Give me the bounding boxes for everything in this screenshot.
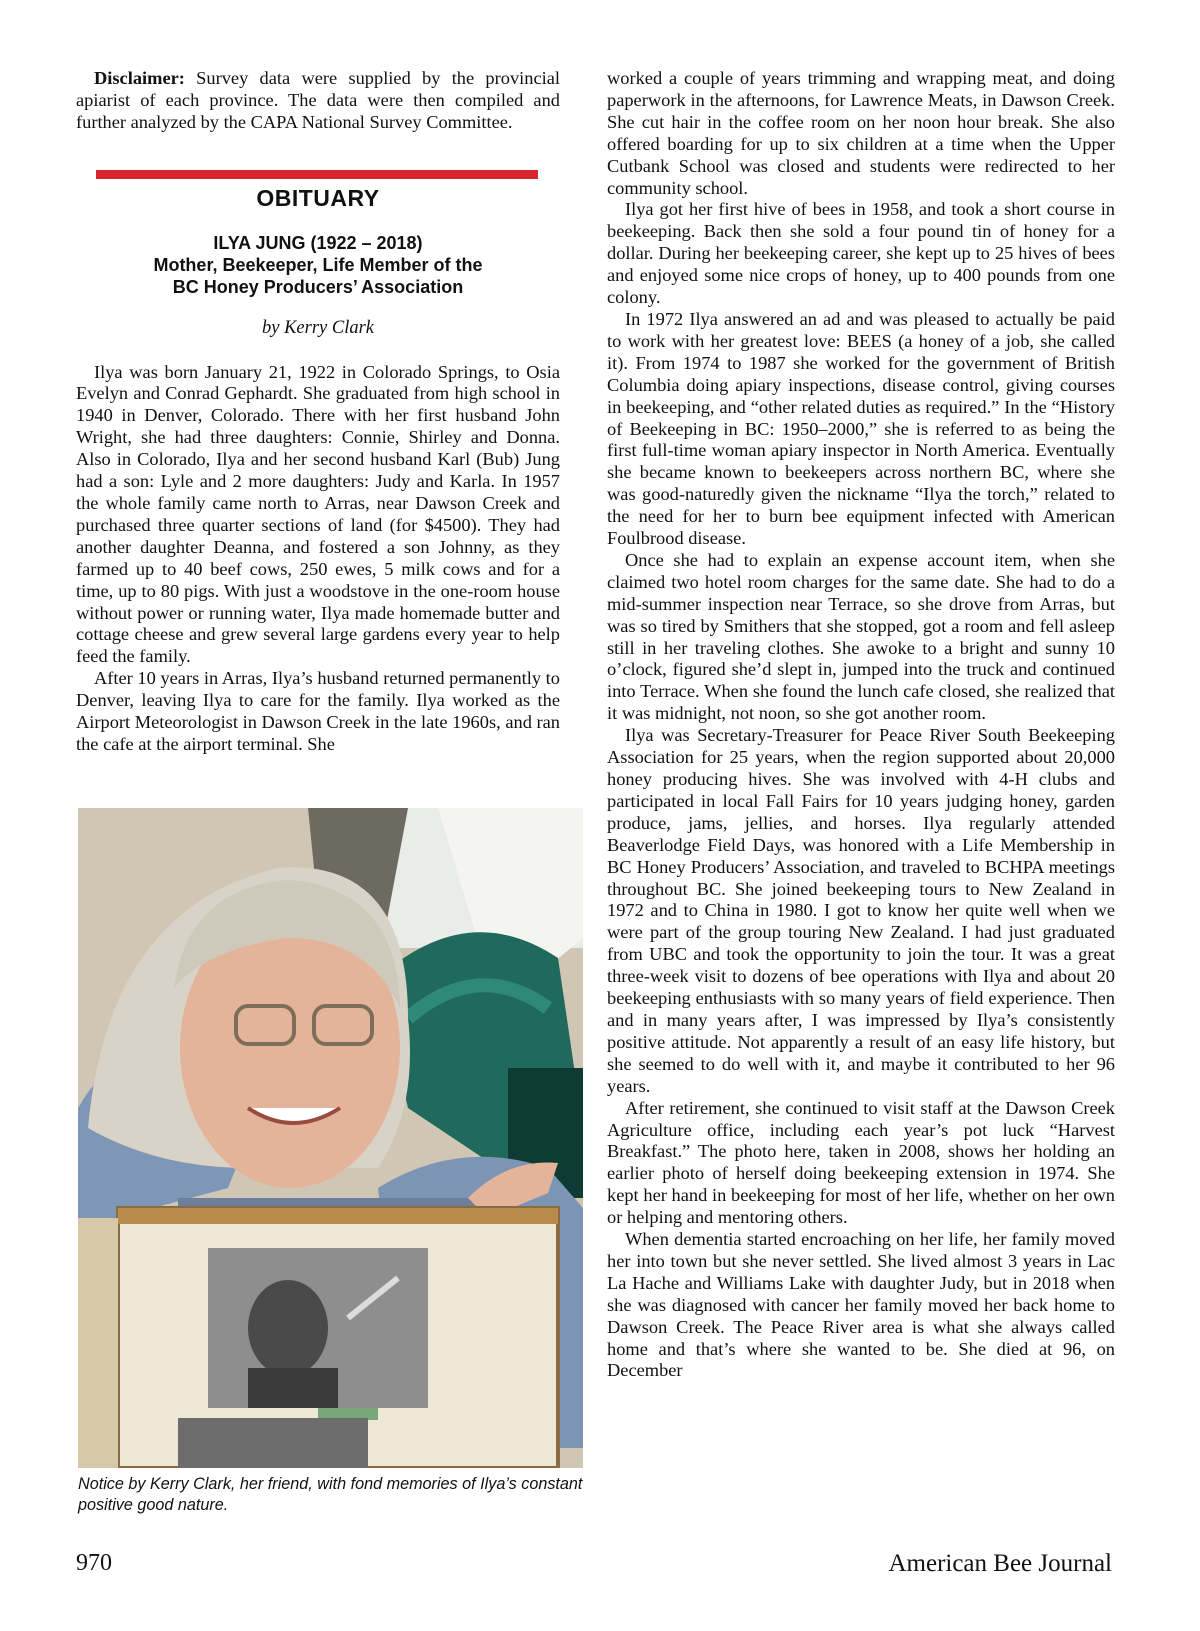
page-number: 970	[76, 1550, 112, 1576]
disclaimer-text: Survey data were supplied by the provincial apiarist of each province. The data were then compiled and further analyzed by the CAPA National Survey Committee.	[76, 68, 560, 132]
right-paragraph: Ilya got her first hive of bees in 1958, and took a short course in beekeeping. Back then she sold a four pound tin of honey for a dollar. During her beekeeping career, she kept up to 25 hives of bees and enjoyed some nice crops of honey, up to 400 pounds from one colony.	[607, 199, 1115, 308]
right-paragraph: worked a couple of years trimming and wrapping meat, and doing paperwork in the afternoons, for Lawrence Meats, in Dawson Creek. She cut hair in the coffee room on her noon hour break. She also offered boarding for up to six children at a time when the Upper Cutbank School was closed and students were redirected to her community school.	[607, 68, 1115, 198]
right-paragraph: After retirement, she continued to visit staff at the Dawson Creek Agriculture office, including each year’s pot luck “Harvest Breakfast.” The photo here, taken in 2008, shows her holding an earlier photo of herself doing beekeeping extension in 1974. She kept her hand in beekeeping for most of her life, whether on her own or helping and mentoring others.	[607, 1097, 1115, 1228]
disclaimer	[76, 68, 560, 134]
disclaimer-label: Disclaimer:	[94, 68, 185, 88]
right-paragraph: In 1972 Ilya answered an ad and was pleased to actually be paid to work with her greatest love: BEES (a honey of a job, she called it). From 1974 to 1987 she worked for the government of British Columbia doing apiary inspections, disease control, giving courses in beekeeping, and “other related duties as required.” In the “History of Beekeeping in BC: 1950–2000,” she is referred to as being the first full-time woman apiary inspector in North America. Eventually she became known to beekeepers across northern BC, where she was good-naturedly given the nickname “Ilya the torch,” related to the need for her to burn bee equipment infected with American Foulbrood disease.	[607, 308, 1115, 549]
right-column	[607, 68, 1115, 1382]
photo-caption: Notice by Kerry Clark, her friend, with fond memories of Ilya’s constant positive good nature.	[78, 1475, 583, 1514]
left-column	[76, 68, 560, 756]
left-paragraph: After 10 years in Arras, Ilya’s husband returned permanently to Denver, leaving Ilya to care for the family. Ilya worked as the Airport Meteorologist in Dawson Creek in the late 1960s, and ran the cafe at the airport terminal. She	[76, 668, 560, 754]
photo-illustration	[78, 808, 583, 1468]
section-divider	[96, 170, 538, 179]
right-paragraph: Ilya was Secretary-Treasurer for Peace River South Beekeeping Association for 25 years, when the region supported about 20,000 honey producing hives. She was involved with 4-H clubs and participated in local Fall Fairs for 10 years judging honey, garden produce, jams, jellies, and horses. Ilya regularly attended Beaverlodge Field Days, was honored with a Life Membership in BC Honey Producers’ Association, and traveled to BCHPA meetings throughout BC. She joined beekeeping tours to New Zealand in 1972 and to China in 1980. I got to know her quite well when we were part of the group touring New Zealand. I had just graduated from UBC and took the opportunity to join the tour. It was a great three-week visit to dozens of bee operations with Ilya and about 20 beekeeping enthusiasts with so many years of field experience. Then and in many years after, I was impressed by Ilya’s consistently positive attitude. Not apparently a result of an easy life history, but she seemed to do well with it, and maybe it contributed to her 96 years.	[607, 725, 1115, 1096]
byline: by Kerry Clark	[261, 317, 374, 338]
obituary-subtitle-2: BC Honey Producers’ Association	[172, 276, 464, 297]
obituary-title: ILYA JUNG (1922 – 2018)	[213, 232, 423, 253]
left-paragraph: Ilya was born January 21, 1922 in Colorado Springs, to Osia Evelyn and Conrad Gephardt. She graduated from high school in 1940 in Denver, Colorado. There with her first husband John Wright, she had three daughters: Connie, Shirley and Donna. Also in Colorado, Ilya and her second husband Karl (Bub) Jung had a son: Lyle and 2 more daughters: Judy and Karla. In 1957 the whole family came north to Arras, near Dawson Creek and purchased three quarter sections of land (for $4500). They had another daughter Deanna, and fostered a son Johnny, as they farmed up to 40 beef cows, 250 ewes, 5 milk cows and for a time, up to 80 pigs. With just a woodstove in the one-room house without power or running water, Ilya made homemade butter and cottage cheese and grew several large gardens every year to help feed the family.	[76, 361, 560, 667]
obituary-subtitle-1: Mother, Beekeeper, Life Member of the	[153, 254, 483, 275]
right-paragraph: When dementia started encroaching on her life, her family moved her into town but she never settled. She lived almost 3 years in Lac La Hache and Williams Lake with daughter Judy, but in 2018 when she was diagnosed with cancer her family moved her back home to Dawson Creek. The Peace River area is what she always called home and that’s where she wanted to be. She died at 96, on December	[607, 1229, 1115, 1381]
right-paragraph: Once she had to explain an expense account item, when she claimed two hotel room charges for the same date. She had to do a mid-summer inspection near Terrace, so she drove from Arras, but was so tired by Smithers that she stopped, got a room and fell asleep still in her traveling clothes. She awoke to a bright and sunny 10 o’clock, figured she’d slept in, jumped into the truck and continued into Terrace. When she found the lunch cafe closed, she realized that it was midnight, not noon, so she got another room.	[607, 549, 1115, 724]
journal-name: American Bee Journal	[888, 1550, 1112, 1577]
obituary-photo	[78, 808, 583, 1468]
section-heading: OBITUARY	[256, 184, 380, 211]
